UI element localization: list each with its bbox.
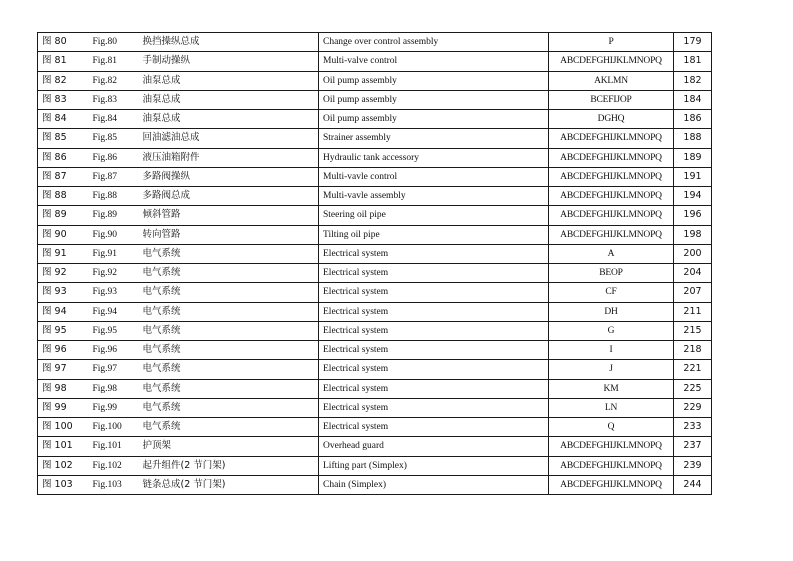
part-name-chinese: 回油滤油总成: [139, 129, 319, 148]
figure-en-number: Fig.81: [89, 52, 139, 71]
figure-cn-number: 图 94: [38, 302, 89, 321]
figure-en-number: Fig.98: [89, 379, 139, 398]
page-number: 218: [674, 341, 712, 360]
part-name-english: Multi-vavle assembly: [319, 187, 549, 206]
figure-cn-number: 图 95: [38, 321, 89, 340]
page-number: 229: [674, 398, 712, 417]
part-name-english: Electrical system: [319, 379, 549, 398]
table-row: [38, 264, 712, 283]
figure-en-number: Fig.101: [89, 437, 139, 456]
figure-en-number: Fig.97: [89, 360, 139, 379]
part-name-english: Change over control assembly: [319, 33, 549, 52]
page-number: 182: [674, 71, 712, 90]
figure-cn-number: 图 93: [38, 283, 89, 302]
part-name-chinese: 电气系统: [139, 244, 319, 263]
part-name-english: Overhead guard: [319, 437, 549, 456]
figure-en-number: Fig.94: [89, 302, 139, 321]
table-row: [38, 206, 712, 225]
figure-cn-number: 图 84: [38, 110, 89, 129]
part-name-chinese: 油泵总成: [139, 110, 319, 129]
part-name-english: Oil pump assembly: [319, 71, 549, 90]
part-name-english: Electrical system: [319, 360, 549, 379]
figure-en-number: Fig.103: [89, 475, 139, 494]
part-name-english: Hydraulic tank accessory: [319, 148, 549, 167]
figure-cn-number: 图 83: [38, 90, 89, 109]
part-name-english: Multi-valve control: [319, 52, 549, 71]
figure-en-number: Fig.102: [89, 456, 139, 475]
model-codes: ABCDEFGHIJKLMNOPQ: [549, 437, 674, 456]
page-number: 244: [674, 475, 712, 494]
table-row: [38, 110, 712, 129]
model-codes: DH: [549, 302, 674, 321]
figure-en-number: Fig.90: [89, 225, 139, 244]
part-name-english: Tilting oil pipe: [319, 225, 549, 244]
figure-en-number: Fig.87: [89, 167, 139, 186]
part-name-chinese: 电气系统: [139, 264, 319, 283]
figure-cn-number: 图 87: [38, 167, 89, 186]
figure-en-number: Fig.89: [89, 206, 139, 225]
table-row: [38, 90, 712, 109]
part-name-english: Electrical system: [319, 244, 549, 263]
figure-en-number: Fig.95: [89, 321, 139, 340]
page-number: 194: [674, 187, 712, 206]
page-number: 189: [674, 148, 712, 167]
table-row: [38, 302, 712, 321]
figure-en-number: Fig.86: [89, 148, 139, 167]
figure-en-number: Fig.80: [89, 33, 139, 52]
figure-cn-number: 图 85: [38, 129, 89, 148]
part-name-chinese: 电气系统: [139, 360, 319, 379]
table-row: [38, 437, 712, 456]
page-number: 237: [674, 437, 712, 456]
figure-cn-number: 图 103: [38, 475, 89, 494]
table-row: [38, 129, 712, 148]
figure-en-number: Fig.96: [89, 341, 139, 360]
page-number: 207: [674, 283, 712, 302]
model-codes: P: [549, 33, 674, 52]
part-name-chinese: 油泵总成: [139, 71, 319, 90]
page-number: 179: [674, 33, 712, 52]
figure-cn-number: 图 97: [38, 360, 89, 379]
model-codes: ABCDEFGHIJKLMNOPQ: [549, 167, 674, 186]
part-name-chinese: 多路阀总成: [139, 187, 319, 206]
part-name-english: Oil pump assembly: [319, 110, 549, 129]
model-codes: G: [549, 321, 674, 340]
page-number: 184: [674, 90, 712, 109]
model-codes: ABCDEFGHIJKLMNOPQ: [549, 148, 674, 167]
page-number: 225: [674, 379, 712, 398]
model-codes: ABCDEFGHIJKLMNOPQ: [549, 129, 674, 148]
page-number: 200: [674, 244, 712, 263]
figure-en-number: Fig.85: [89, 129, 139, 148]
figure-en-number: Fig.84: [89, 110, 139, 129]
part-name-chinese: 电气系统: [139, 283, 319, 302]
part-name-english: Multi-vavle control: [319, 167, 549, 186]
part-name-chinese: 电气系统: [139, 418, 319, 437]
part-name-english: Strainer assembly: [319, 129, 549, 148]
page-number: 188: [674, 129, 712, 148]
part-name-chinese: 电气系统: [139, 321, 319, 340]
figure-index-rows: [38, 33, 712, 495]
table-row: [38, 418, 712, 437]
part-name-chinese: 电气系统: [139, 341, 319, 360]
part-name-english: Electrical system: [319, 398, 549, 417]
part-name-chinese: 链条总成(2 节门架): [139, 475, 319, 494]
model-codes: ABCDEFGHIJKLMNOPQ: [549, 206, 674, 225]
figure-cn-number: 图 100: [38, 418, 89, 437]
part-name-english: Lifting part (Simplex): [319, 456, 549, 475]
figure-cn-number: 图 92: [38, 264, 89, 283]
part-name-chinese: 多路阀操纵: [139, 167, 319, 186]
model-codes: BCEFIJOP: [549, 90, 674, 109]
figure-cn-number: 图 101: [38, 437, 89, 456]
page-number: 204: [674, 264, 712, 283]
figure-cn-number: 图 96: [38, 341, 89, 360]
figure-cn-number: 图 82: [38, 71, 89, 90]
figure-cn-number: 图 80: [38, 33, 89, 52]
figure-cn-number: 图 81: [38, 52, 89, 71]
part-name-english: Electrical system: [319, 341, 549, 360]
page-number: 211: [674, 302, 712, 321]
model-codes: ABCDEFGHIJKLMNOPQ: [549, 475, 674, 494]
table-row: [38, 341, 712, 360]
page-number: 181: [674, 52, 712, 71]
figure-en-number: Fig.91: [89, 244, 139, 263]
page-number: 191: [674, 167, 712, 186]
model-codes: ABCDEFGHIJKLMNOPQ: [549, 52, 674, 71]
model-codes: DGHQ: [549, 110, 674, 129]
table-row: [38, 52, 712, 71]
figure-cn-number: 图 99: [38, 398, 89, 417]
model-codes: A: [549, 244, 674, 263]
part-name-chinese: 电气系统: [139, 302, 319, 321]
table-row: [38, 360, 712, 379]
figure-en-number: Fig.100: [89, 418, 139, 437]
model-codes: ABCDEFGHIJKLMNOPQ: [549, 225, 674, 244]
model-codes: LN: [549, 398, 674, 417]
figure-en-number: Fig.82: [89, 71, 139, 90]
figure-cn-number: 图 98: [38, 379, 89, 398]
page-number: 233: [674, 418, 712, 437]
part-name-chinese: 手制动操纵: [139, 52, 319, 71]
part-name-english: Electrical system: [319, 418, 549, 437]
figure-cn-number: 图 89: [38, 206, 89, 225]
part-name-english: Chain (Simplex): [319, 475, 549, 494]
table-row: [38, 398, 712, 417]
page-number: 186: [674, 110, 712, 129]
figure-index-table: [37, 32, 712, 495]
model-codes: BEOP: [549, 264, 674, 283]
model-codes: ABCDEFGHIJKLMNOPQ: [549, 187, 674, 206]
part-name-english: Oil pump assembly: [319, 90, 549, 109]
part-name-chinese: 转向管路: [139, 225, 319, 244]
part-name-chinese: 油泵总成: [139, 90, 319, 109]
table-row: [38, 148, 712, 167]
part-name-chinese: 液压油箱附件: [139, 148, 319, 167]
part-name-chinese: 换挡操纵总成: [139, 33, 319, 52]
part-name-english: Steering oil pipe: [319, 206, 549, 225]
model-codes: AKLMN: [549, 71, 674, 90]
figure-en-number: Fig.88: [89, 187, 139, 206]
part-name-chinese: 护顶架: [139, 437, 319, 456]
table-row: [38, 283, 712, 302]
table-row: [38, 71, 712, 90]
table-row: [38, 33, 712, 52]
figure-en-number: Fig.92: [89, 264, 139, 283]
part-name-english: Electrical system: [319, 302, 549, 321]
table-row: [38, 321, 712, 340]
figure-en-number: Fig.83: [89, 90, 139, 109]
table-row: [38, 456, 712, 475]
model-codes: KM: [549, 379, 674, 398]
figure-cn-number: 图 91: [38, 244, 89, 263]
model-codes: ABCDEFGHIJKLMNOPQ: [549, 456, 674, 475]
figure-cn-number: 图 86: [38, 148, 89, 167]
page-number: 198: [674, 225, 712, 244]
model-codes: Q: [549, 418, 674, 437]
figure-cn-number: 图 102: [38, 456, 89, 475]
page-number: 215: [674, 321, 712, 340]
part-name-chinese: 电气系统: [139, 398, 319, 417]
table-row: [38, 475, 712, 494]
page-number: 239: [674, 456, 712, 475]
figure-en-number: Fig.99: [89, 398, 139, 417]
part-name-chinese: 倾斜管路: [139, 206, 319, 225]
table-row: [38, 167, 712, 186]
figure-en-number: Fig.93: [89, 283, 139, 302]
model-codes: CF: [549, 283, 674, 302]
model-codes: J: [549, 360, 674, 379]
model-codes: I: [549, 341, 674, 360]
page-number: 221: [674, 360, 712, 379]
figure-cn-number: 图 90: [38, 225, 89, 244]
table-row: [38, 244, 712, 263]
part-name-english: Electrical system: [319, 283, 549, 302]
page-number: 196: [674, 206, 712, 225]
table-row: [38, 225, 712, 244]
part-name-english: Electrical system: [319, 321, 549, 340]
table-row: [38, 187, 712, 206]
part-name-chinese: 电气系统: [139, 379, 319, 398]
figure-cn-number: 图 88: [38, 187, 89, 206]
table-row: [38, 379, 712, 398]
part-name-chinese: 起升组件(2 节门架): [139, 456, 319, 475]
part-name-english: Electrical system: [319, 264, 549, 283]
